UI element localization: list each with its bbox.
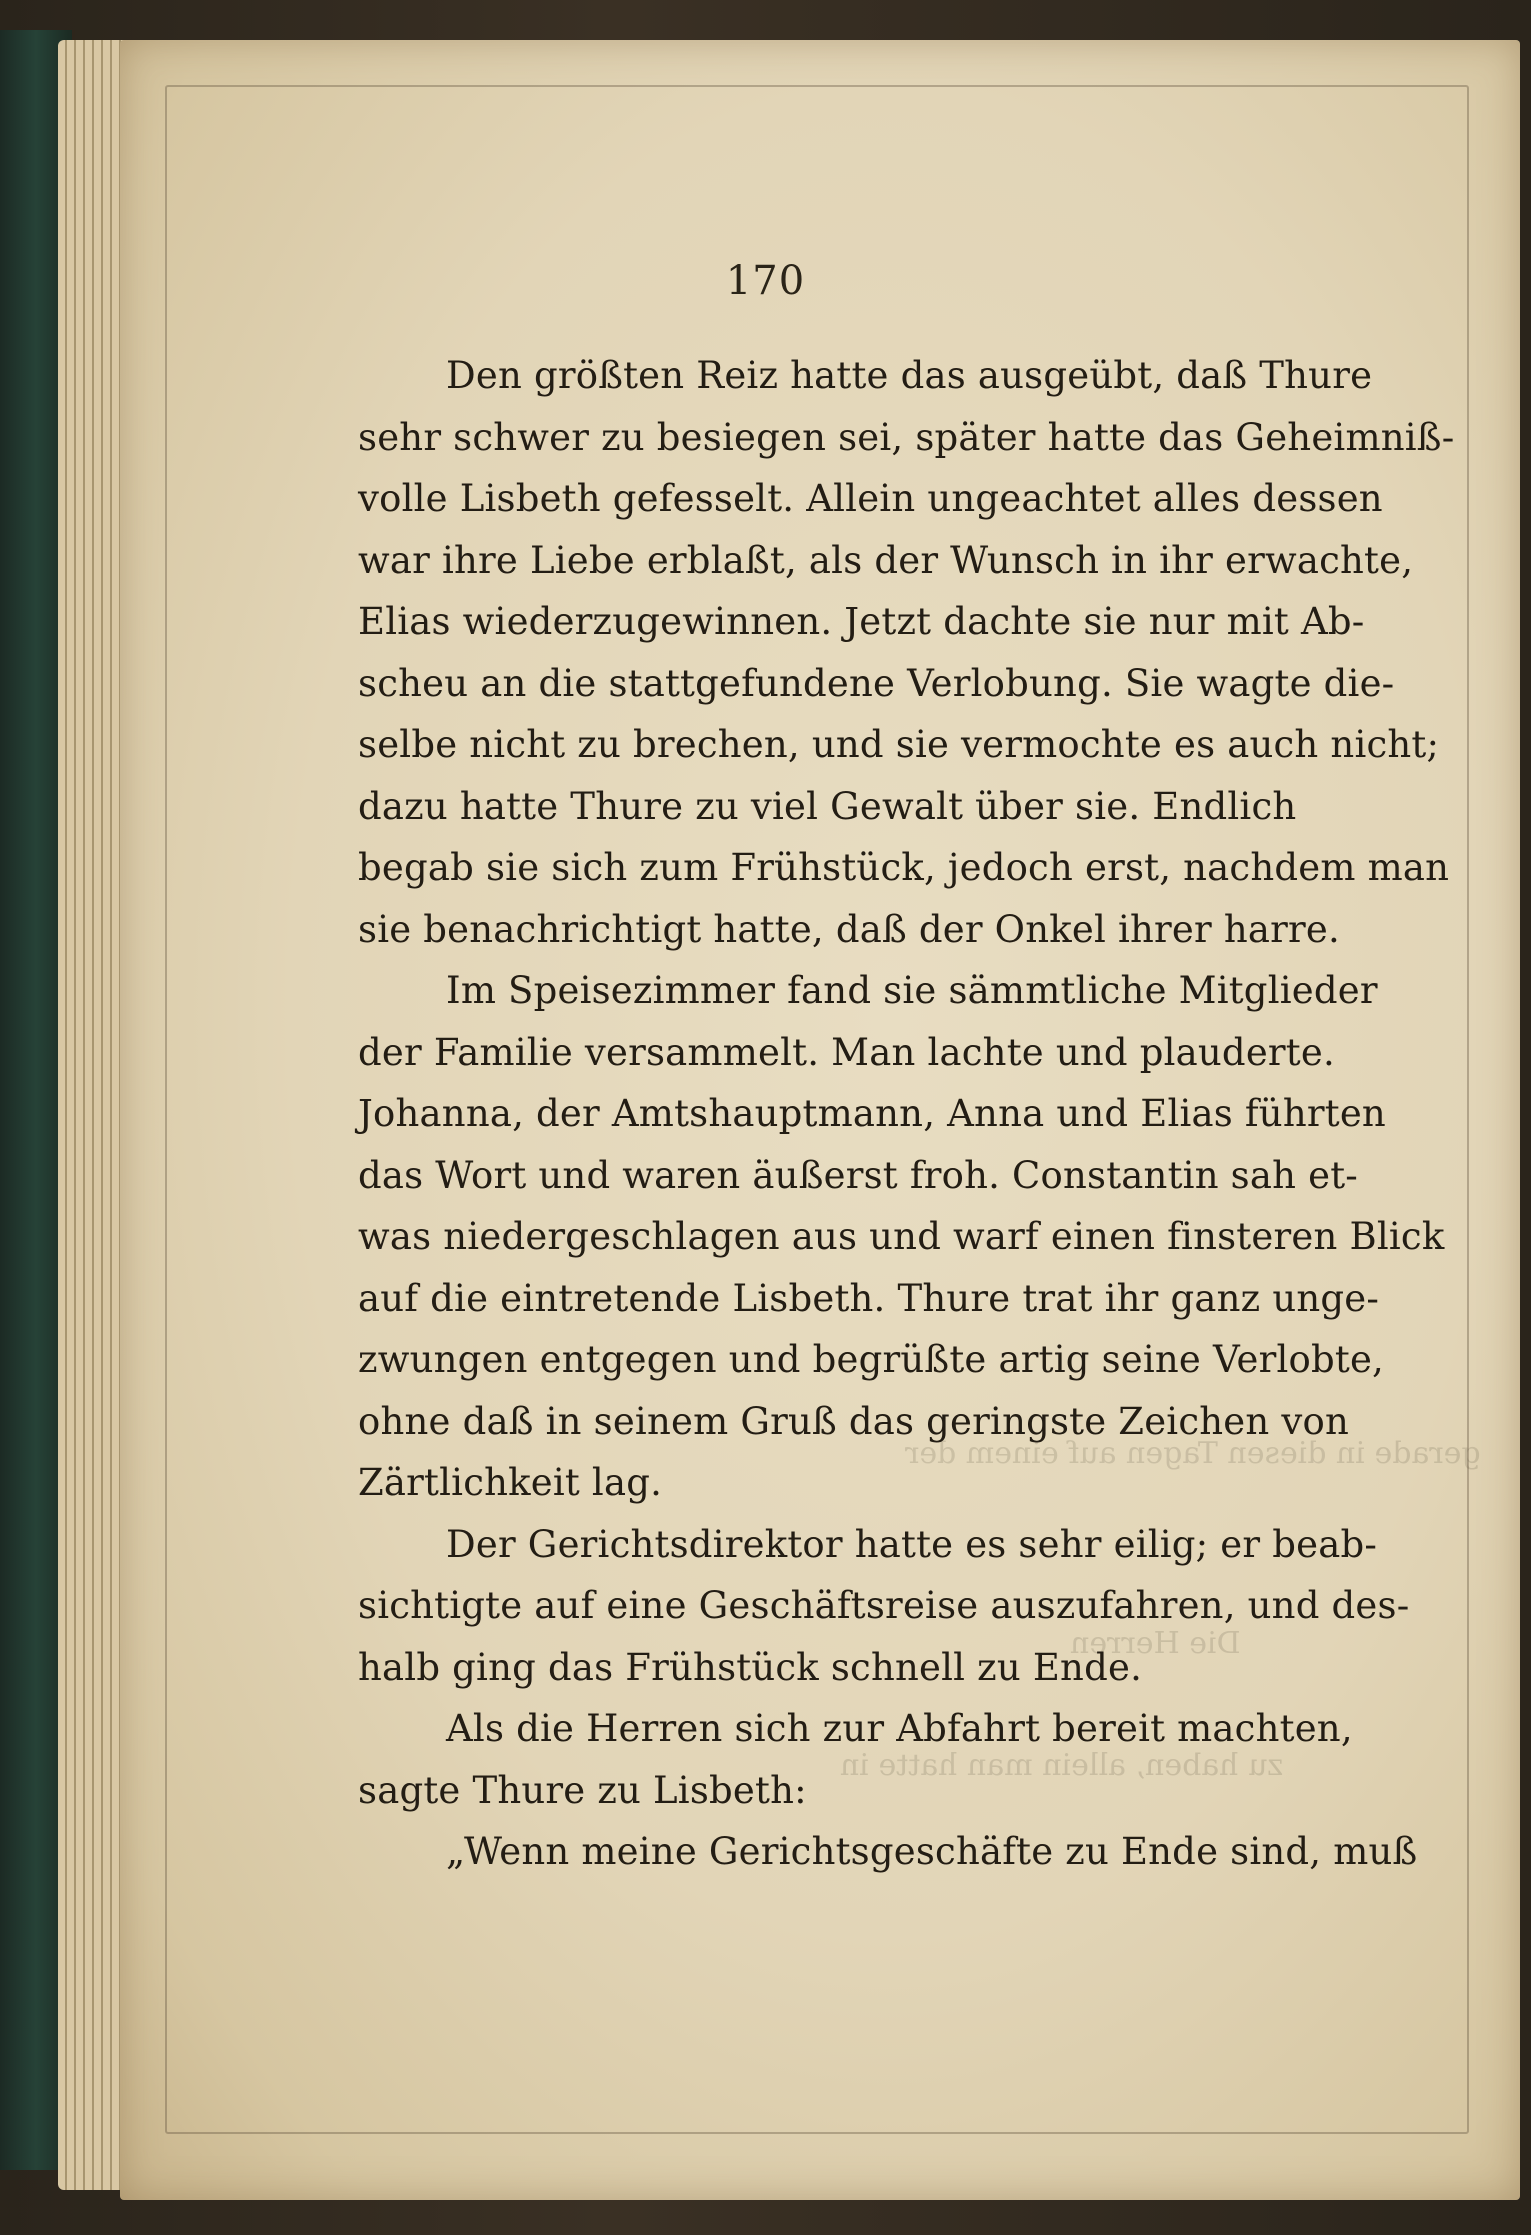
text-line: was niedergeschlagen aus und warf einen finsteren Blick	[358, 1215, 1445, 1258]
text-line: auf die eintretende Lisbeth. Thure trat ihr ganz unge-	[358, 1276, 1380, 1320]
text-line: war ihre Liebe erblaßt, als der Wunsch in ihr erwachte,	[358, 538, 1414, 582]
text-line: ohne daß in seinem Gruß das geringste Zeichen von	[358, 1399, 1349, 1443]
text-line: sichtigte auf eine Geschäftsreise auszufahren, und des-	[358, 1584, 1410, 1627]
text-line: das Wort und waren äußerst froh. Constantin sah et-	[358, 1153, 1358, 1197]
text-line: halb ging das Frühstück schnell zu Ende.	[358, 1645, 1143, 1689]
text-line: begab sie sich zum Frühstück, jedoch erst, nachdem man	[358, 846, 1450, 889]
text-line: Zärtlichkeit lag.	[358, 1461, 663, 1504]
text-line: sehr schwer zu besiegen sei, später hatte das Geheimniß-	[358, 415, 1455, 459]
text-block	[358, 345, 1455, 1883]
text-line: sagte Thure zu Lisbeth:	[358, 1768, 807, 1812]
text-line: Johanna, der Amtshauptmann, Anna und Elias führten	[358, 1092, 1386, 1135]
page-number: 170	[725, 258, 806, 304]
text-line: selbe nicht zu brechen, und sie vermochte es auch nicht;	[358, 723, 1440, 766]
text-line: Als die Herren sich zur Abfahrt bereit machten,	[446, 1707, 1353, 1750]
text-line: Elias wiederzugewinnen. Jetzt dachte sie nur mit Ab-	[358, 600, 1365, 643]
text-line: der Familie versammelt. Man lachte und plauderte.	[358, 1030, 1335, 1074]
text-line: Im Speisezimmer fand sie sämmtliche Mitglieder	[446, 969, 1378, 1012]
text-line: volle Lisbeth gefesselt. Allein ungeachtet alles dessen	[358, 477, 1383, 520]
text-line: „Wenn meine Gerichtsgeschäfte zu Ende sind, muß	[446, 1830, 1418, 1873]
text-line: scheu an die stattgefundene Verlobung. Sie wagte die-	[358, 661, 1395, 705]
bleed-through-text: zu haben, allein man hatte in	[840, 1748, 1284, 1783]
text-line: zwungen entgegen und begrüßte artig seine Verlobte,	[358, 1338, 1385, 1381]
bleed-through-text: gerade in diesen Tagen auf einem der	[905, 1436, 1481, 1471]
text-line: dazu hatte Thure zu viel Gewalt über sie. Endlich	[358, 784, 1297, 828]
text-line: Den größten Reiz hatte das ausgeübt, daß Thure	[446, 354, 1373, 397]
bleed-through-text: Die Herren	[1070, 1626, 1241, 1661]
text-line: Der Gerichtsdirektor hatte es sehr eilig; er beab-	[446, 1522, 1378, 1566]
text-line: sie benachrichtigt hatte, daß der Onkel ihrer harre.	[358, 907, 1340, 951]
